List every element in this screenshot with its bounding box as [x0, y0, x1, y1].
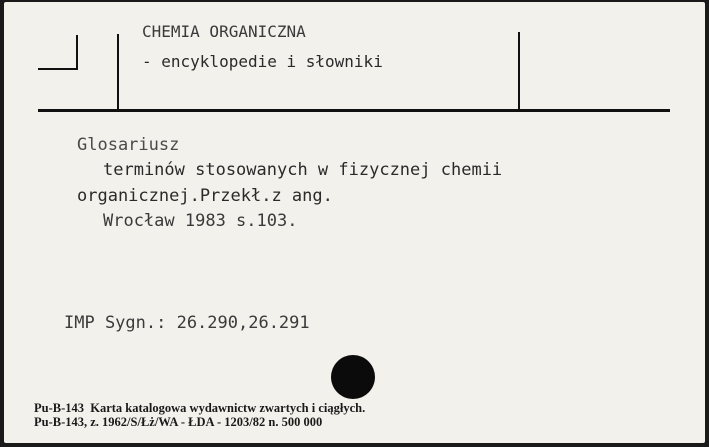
corner-mark-horizontal: [38, 68, 78, 70]
subject-heading: CHEMIA ORGANICZNA: [142, 22, 306, 41]
catalog-card: [4, 2, 705, 443]
entry-line-2: terminów stosowanych w fizycznej chemii: [103, 160, 503, 180]
subject-subheading: - encyklopedie i słowniki: [142, 52, 383, 71]
punch-hole: [331, 355, 375, 399]
footer-line-2: Pu-B-143, z. 1962/S/Łż/WA - ŁDA - 1203/82 n. 500 000: [34, 415, 323, 429]
entry-line-3: organicznej.Przekł.z ang.: [77, 186, 333, 206]
entry-line-4: Wrocław 1983 s.103.: [103, 211, 298, 231]
header-divider-left: [117, 34, 119, 110]
footer-line-1: Pu-B-143 Karta katalogowa wydawnictw zwartych i ciągłych.: [34, 401, 366, 415]
header-rule: [38, 109, 670, 112]
header-divider-right: [518, 32, 520, 110]
call-number: IMP Sygn.: 26.290,26.291: [64, 313, 310, 333]
entry-title: Glosariusz: [77, 135, 180, 155]
corner-mark-vertical: [76, 35, 78, 69]
